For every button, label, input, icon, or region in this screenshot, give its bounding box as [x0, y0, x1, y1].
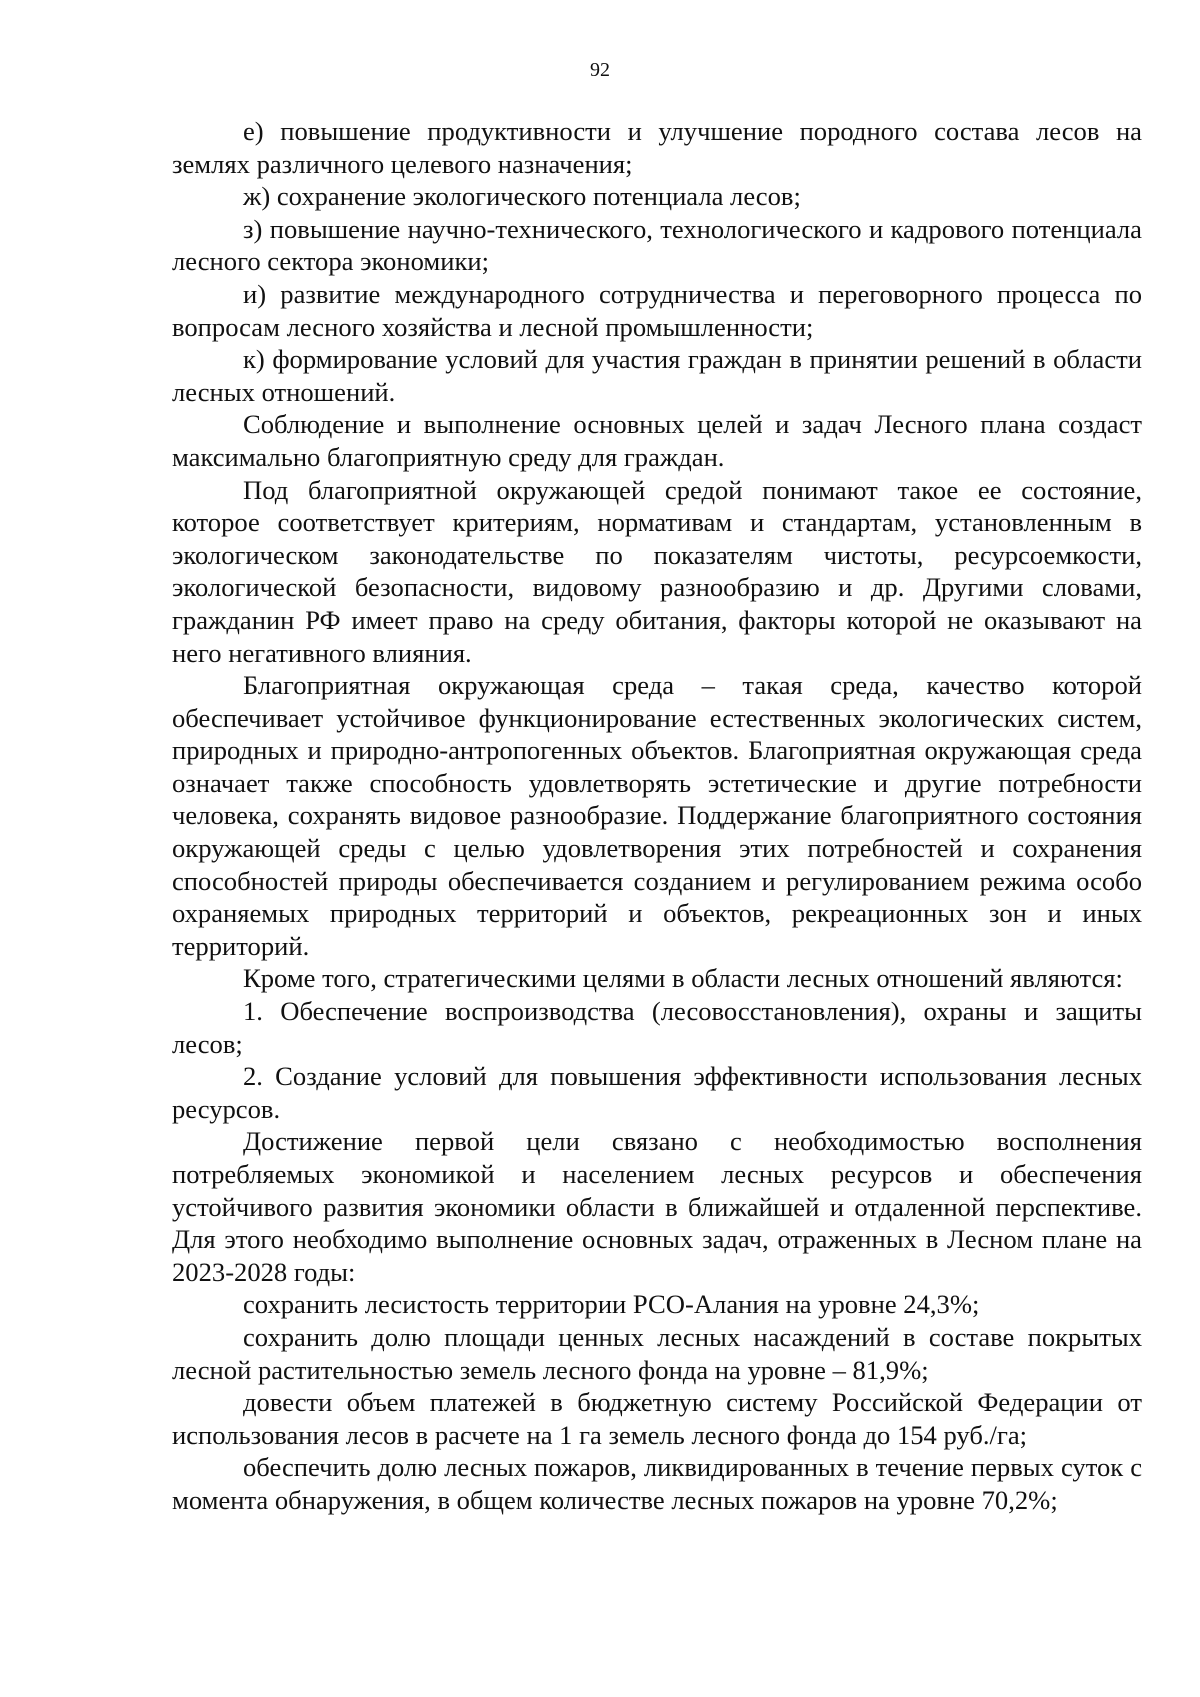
paragraph-task-budget-payments: довести объем платежей в бюджетную систему Российской Федерации от использования лесов в расчете на 1 га земель лесного фонда до 154 руб./га; [172, 1387, 1142, 1450]
paragraph-task-fire-liquidation: обеспечить долю лесных пожаров, ликвидированных в течение первых суток с момента обнаружения, в общем количестве лесных пожаров на уровне 70,2%; [172, 1452, 1142, 1515]
paragraph-task-forest-cover: сохранить лесистость территории РСО-Алания на уровне 24,3%; [243, 1289, 980, 1320]
paragraph-first-goal-achievement: Достижение первой цели связано с необходимостью восполнения потребляемых экономикой и населением лесных ресурсов и обеспечения устойчивого развития экономики области в ближайшей и отдаленной перспективе. Для этого необходимо выполнение основных задач, отраженных в Лесном плане на 2023-2028 годы: [172, 1126, 1142, 1287]
paragraph-favorable-environment-quality: Благоприятная окружающая среда – такая среда, качество которой обеспечивает устойчивое функционирование естественных экологических систем, природных и природно-антропогенных объектов. Благоприятная окружающая среда означает также способность удовлетворять эстетические и другие потребности человека, сохранять видовое разнообразие. Поддержание благоприятного состояния окружающей среды с целью удовлетворения этих потребностей и сохранения способностей природы обеспечивается созданием и регулированием режима особо охраняемых природных территорий и объектов, рекреационных зон и иных территорий. [172, 670, 1142, 961]
paragraph-i: и) развитие международного сотрудничества и переговорного процесса по вопросам лесного хозяйства и лесной промышленности; [172, 278, 1142, 342]
paragraph-task-valuable-stands: сохранить долю площади ценных лесных насаждений в составе покрытых лесной растительностью земель лесного фонда на уровне – 81,9%; [172, 1321, 1142, 1385]
page-number: 92 [590, 59, 610, 81]
paragraph-e: е) повышение продуктивности и улучшение породного состава лесов на землях различного целевого назначения; [172, 116, 1142, 179]
paragraph-zh: ж) сохранение экологического потенциала лесов; [243, 181, 801, 212]
body-text [172, 115, 1142, 1517]
paragraph-goal-2: 2. Создание условий для повышения эффективности использования лесных ресурсов. [172, 1061, 1142, 1124]
paragraph-z: з) повышение научно-технического, технологического и кадрового потенциала лесного сектора экономики; [172, 213, 1142, 277]
paragraph-goal-1: 1. Обеспечение воспроизводства (лесовосстановления), охраны и защиты лесов; [172, 996, 1142, 1059]
paragraph-k: к) формирование условий для участия граждан в принятии решений в области лесных отношений. [172, 344, 1142, 407]
paragraph-favorable-environment-definition: Под благоприятной окружающей средой понимают такое ее состояние, которое соответствует критериям, нормативам и стандартам, установленным в экологическом законодательстве по показателям чистоты, ресурсоемкости, экологической безопасности, видовому разнообразию и др. Другими словами, гражданин РФ имеет право на среду обитания, факторы которой не оказывают на него негативного влияния. [172, 474, 1142, 668]
paragraph-strategic-goals: Кроме того, стратегическими целями в области лесных отношений являются: [243, 963, 1123, 994]
paragraph-compliance: Соблюдение и выполнение основных целей и задач Лесного плана создаст максимально благоприятную среду для граждан. [172, 409, 1142, 472]
